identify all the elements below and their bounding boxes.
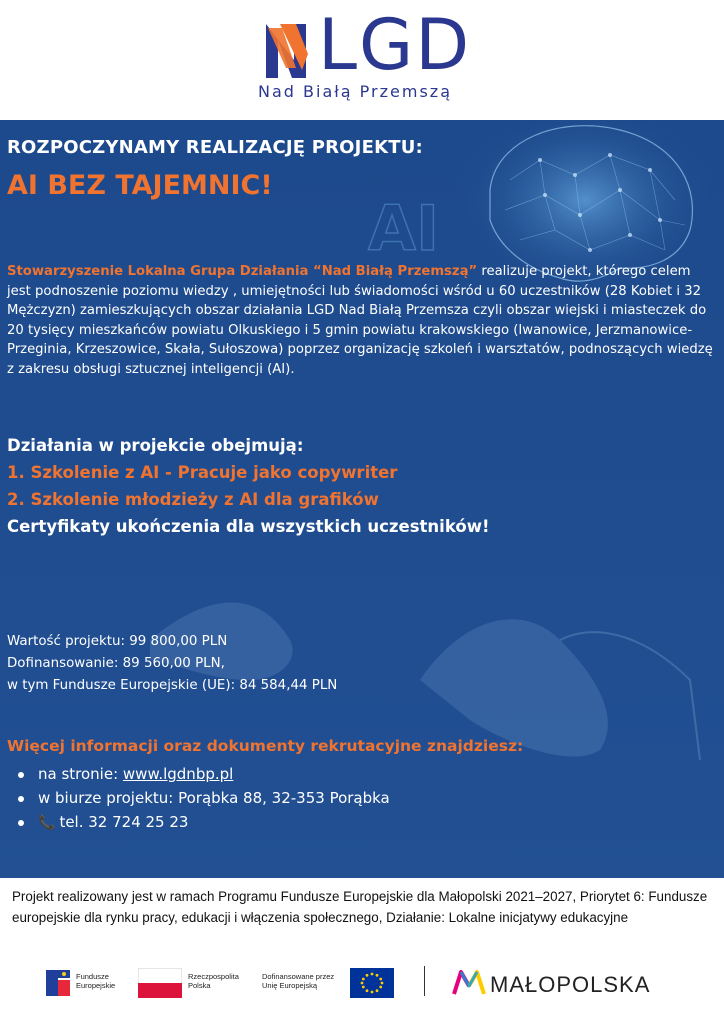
project-description-text: realizuje projekt, którego celem jest podnoszenie poziomu wiedzy , umiejętności lub świadomości wśród u 60 uczestników (28 Kobiet i 32 Mężczyzn) zamieszkujących obszar działania LGD Nad Białą Przemsza czyli obszar wiejski i miasteczek do 20 tysięcy mieszkańców powiatu Olkuskiego i 5 gmin powiatu krakowskiego (Iwanowice, Jerzmanowice-Przeginia, Krzeszowice, Skała, Sułoszowa) poprzez organizację szkoleń i warsztatów, podnoszących wiedzę z zakresu obsługi sztucznej inteligencji (AI). xyxy=(7,264,713,377)
actions-heading: Działania w projekcie obejmują: xyxy=(7,436,304,455)
list-item: w biurze projektu: Porąbka 88, 32-353 Porąbka xyxy=(18,786,390,810)
action-item: 1. Szkolenie z AI - Pracuje jako copywriter xyxy=(7,463,398,482)
finance-line: Dofinansowanie: 89 560,00 PLN, xyxy=(7,656,225,671)
project-panel xyxy=(0,120,724,878)
rzeczpospolita-polska-label: Rzeczpospolita Polska xyxy=(188,972,239,990)
header xyxy=(0,0,724,120)
finance-line: w tym Fundusze Europejskie (UE): 84 584,44 PLN xyxy=(7,678,338,693)
lgd-logo-icon xyxy=(262,18,318,82)
certificate-note: Certyfikaty ukończenia dla wszystkich uczestników! xyxy=(7,517,490,536)
footer-note: Projekt realizowany jest w ramach Programu Fundusze Europejskie dla Małopolski 2021–2027, Priorytet 6: Fundusze europejskie dla rynku pracy, edukacji i włączenia społecznego, Działanie: Lokalne inicjatywy edukacyjne xyxy=(12,889,708,925)
list-item xyxy=(18,762,390,786)
more-info-heading: Więcej informacji oraz dokumenty rekrutacyjne znajdziesz: xyxy=(7,737,524,755)
project-actions xyxy=(7,432,717,540)
eu-flag-icon xyxy=(350,968,394,998)
fundusze-europejskie-icon xyxy=(44,968,72,998)
fundusze-europejskie-label: Fundusze Europejskie xyxy=(76,972,116,990)
funding-logos xyxy=(0,958,724,1008)
website-link[interactable]: www.lgdnbp.pl xyxy=(122,765,234,783)
more-info-list xyxy=(18,762,390,835)
headline-kicker: ROZPOCZYNAMY REALIZACJĘ PROJEKTU: xyxy=(7,137,423,158)
headline-title: AI BEZ TAJEMNIC! xyxy=(7,170,273,201)
logo-text: LGD xyxy=(318,4,472,86)
phone-number: tel. 32 724 25 23 xyxy=(59,813,189,831)
website-prefix: na stronie: xyxy=(38,765,123,783)
organization-name: Stowarzyszenie Lokalna Grupa Działania “Nad Białą Przemszą” xyxy=(7,264,478,279)
project-description xyxy=(7,262,717,379)
ai-watermark: AI xyxy=(368,192,440,265)
eu-funding-label: Dofinansowane przez Unię Europejską xyxy=(262,972,335,990)
action-item: 2. Szkolenie młodzieży z AI dla grafików xyxy=(7,490,379,509)
list-item xyxy=(18,810,390,835)
malopolska-logo-icon xyxy=(452,970,486,996)
polish-flag-icon xyxy=(138,968,182,998)
logo-subtitle: Nad Białą Przemszą xyxy=(258,82,452,101)
panel-content xyxy=(0,120,724,878)
logo-divider xyxy=(424,966,425,996)
malopolska-label: MAŁOPOLSKA xyxy=(490,972,651,997)
project-finance xyxy=(7,631,337,697)
phone-icon: 📞 xyxy=(38,815,56,831)
finance-line: Wartość projektu: 99 800,00 PLN xyxy=(7,634,228,649)
